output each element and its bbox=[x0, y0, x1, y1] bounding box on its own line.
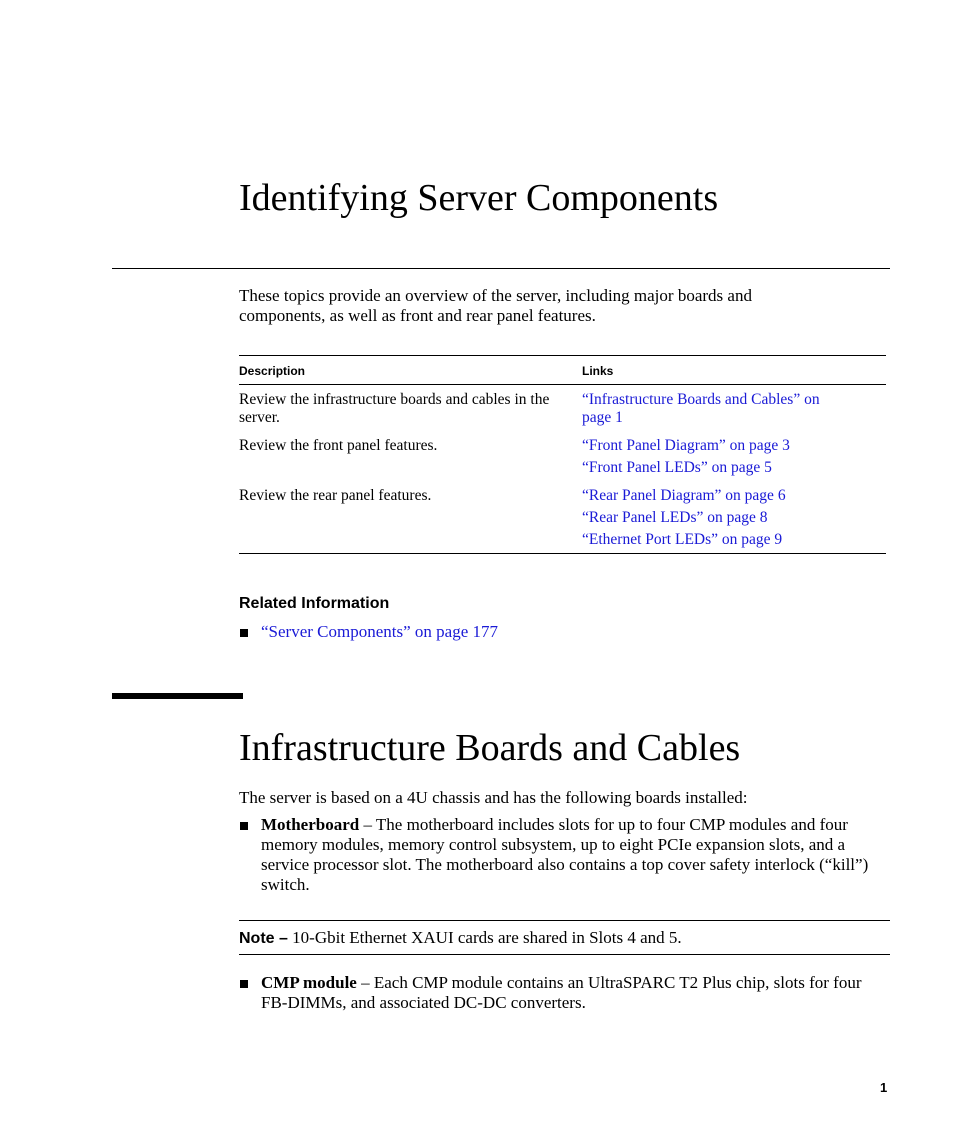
page-number: 1 bbox=[880, 1080, 888, 1095]
page-title: Identifying Server Components bbox=[239, 177, 719, 219]
link-front-panel-diagram[interactable]: “Front Panel Diagram” on page 3 bbox=[582, 437, 790, 454]
link-ethernet-port-leds[interactable]: “Ethernet Port LEDs” on page 9 bbox=[582, 531, 783, 548]
table-cell-description: Review the front panel features. bbox=[239, 437, 438, 454]
intro-paragraph: These topics provide an overview of the server, including major boards and components, as well as front and rear panel features. bbox=[239, 286, 752, 325]
section-bar bbox=[112, 693, 243, 699]
list-item-motherboard bbox=[261, 815, 890, 895]
note-label: Note – bbox=[239, 930, 288, 947]
bullet-icon bbox=[240, 629, 248, 637]
topics-table bbox=[239, 355, 886, 554]
note-text: 10-Gbit Ethernet XAUI cards are shared in Slots 4 and 5. bbox=[287, 928, 682, 947]
table-header-links: Links bbox=[582, 356, 886, 385]
term-motherboard: Motherboard bbox=[261, 815, 360, 834]
title-rule bbox=[112, 268, 890, 269]
list-item-cmp-module bbox=[261, 973, 890, 1013]
table-row bbox=[239, 437, 886, 487]
cmp-module-description: – Each CMP module contains an UltraSPARC T2 Plus chip, slots for four FB-DIMMs, and associated DC-DC converters. bbox=[261, 973, 862, 1012]
note-box bbox=[239, 920, 890, 955]
related-information-heading: Related Information bbox=[239, 595, 390, 612]
link-front-panel-leds[interactable]: “Front Panel LEDs” on page 5 bbox=[582, 459, 772, 476]
link-rear-panel-diagram[interactable]: “Rear Panel Diagram” on page 6 bbox=[582, 487, 786, 504]
section-intro: The server is based on a 4U chassis and has the following boards installed: bbox=[239, 788, 748, 807]
section-title: Infrastructure Boards and Cables bbox=[239, 727, 741, 769]
link-infrastructure-boards[interactable]: “Infrastructure Boards and Cables” on page 1 bbox=[582, 391, 820, 426]
table-row bbox=[239, 487, 886, 554]
table-row bbox=[239, 385, 886, 438]
term-cmp-module: CMP module bbox=[261, 973, 357, 992]
table-cell-description: Review the infrastructure boards and cables in the server. bbox=[239, 391, 550, 426]
bullet-icon bbox=[240, 822, 248, 830]
table-cell-description: Review the rear panel features. bbox=[239, 487, 582, 554]
bullet-icon bbox=[240, 980, 248, 988]
link-server-components[interactable]: “Server Components” on page 177 bbox=[261, 622, 498, 641]
link-rear-panel-leds[interactable]: “Rear Panel LEDs” on page 8 bbox=[582, 509, 768, 526]
table-header-description: Description bbox=[239, 356, 582, 385]
motherboard-description: – The motherboard includes slots for up to four CMP modules and four memory modules, memory control subsystem, up to eight PCIe expansion slots, and a service processor slot. The motherboard also contains a top cover safety interlock (“kill”) switch. bbox=[261, 815, 869, 894]
